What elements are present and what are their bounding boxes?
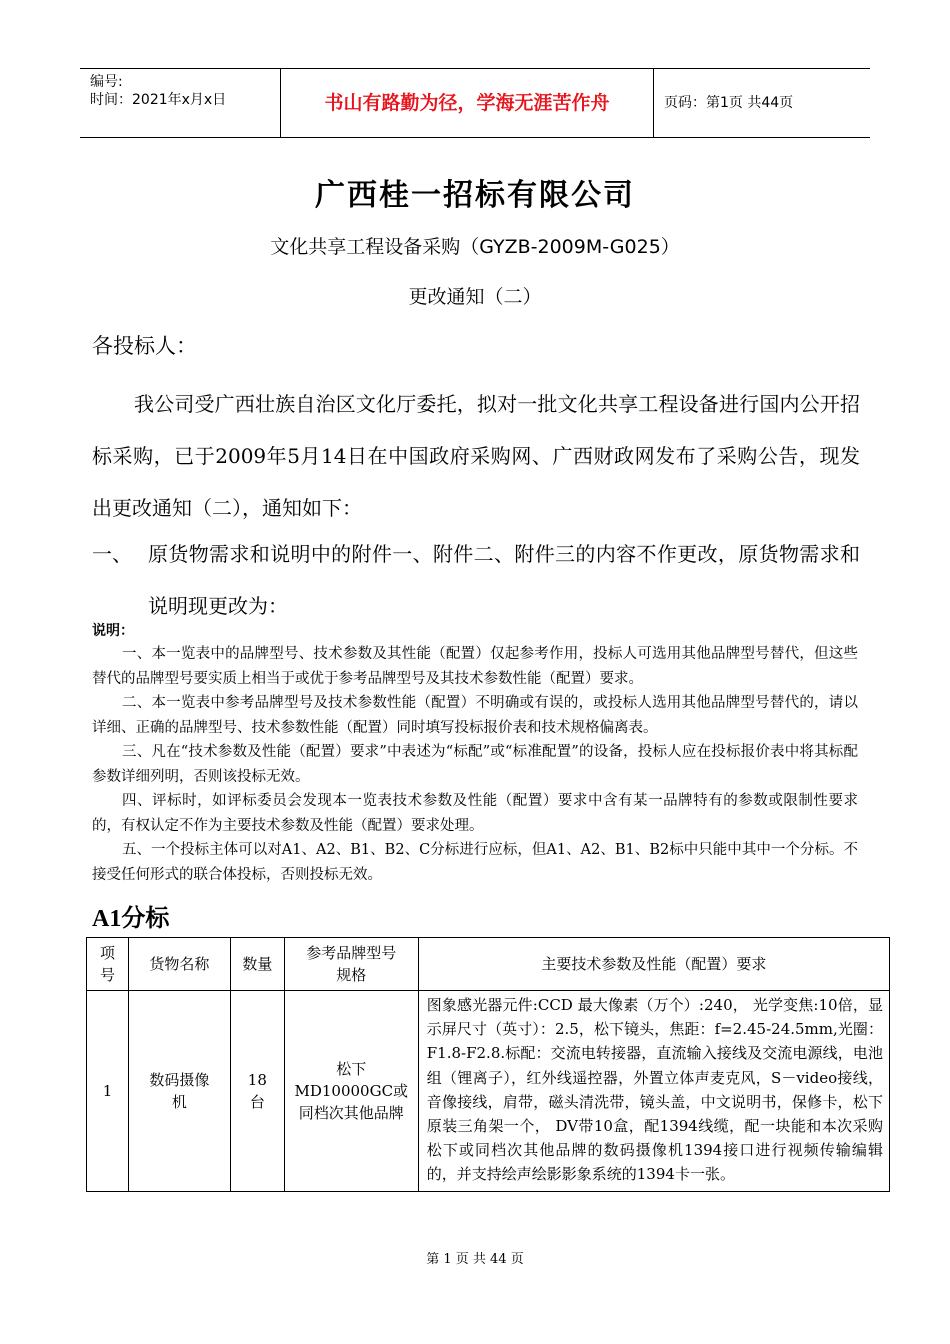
note-item: 三、凡在“技术参数及性能（配置）要求”中表述为“标配”或“标准配置”的设备，投标人应在投标报价表中将其标配参数详细列明，否则该投标无效。 [92,744,858,785]
spec-table [86,937,890,1192]
note-item: 五、一个投标主体可以对A1、A2、B1、B2、C分标进行应标，但A1、A2、B1、B2标中只能中其中一个分标。不接受任何形式的联合体投标，否则投标无效。 [92,842,858,883]
header-page-label: 页码：第1页 共44页 [664,95,794,111]
header-qty: 数量 [230,938,284,991]
greeting: 各投标人： [92,334,197,358]
page-footer: 第 1 页 共 44 页 [426,1252,524,1267]
intro-paragraph: 我公司受广西壮族自治区文化厅委托，拟对一批文化共享工程设备进行国内公开招标采购，已于2009年5月14日在中国政府采购网、广西财政网发布了采购公告，现发出更改通知（二），通知如下： [92,392,860,520]
cell-qty: 18台 [230,991,284,1192]
cell-spec: 图象感光器元件:CCD 最大像素（万个）:240， 光学变焦:10倍，显示屏尺寸（英寸）：2.5，松下镜头，焦距：f=2.45-24.5mm,光圈：F1.8-F2.8.标配：交流电转接器，直流输入接线及交流电源线，电池组（锂离子），红外线遥控器，外置立体声麦克风，S－video接线，音像接线，肩带，磁头清洗带，镜头盖，中文说明书，保修卡，松下原装三角架一个， DV带10盒，配1394线缆，配一块能和本次采购松下或同档次其他品牌的数码摄像机1394接口进行视频传输编辑的，并支持绘声绘影影象系统的1394卡一张。 [418,991,889,1192]
project-subtitle: 文化共享工程设备采购（GYZB-2009M-G025） [270,236,680,258]
change-item-1 [92,528,860,632]
note-item: 二、本一览表中参考品牌型号及技术参数性能（配置）不明确或有误的，或投标人选用其他品牌型号替代的，请以详细、正确的品牌型号、技术参数性能（配置）同时填写投标报价表和技术规格偏离表。 [92,695,858,736]
header-name: 货物名称 [128,938,230,991]
cell-name: 数码摄像机 [128,991,230,1192]
change-item-number: 一、 [92,542,132,566]
header-motto: 书山有路勤为径，学海无涯苦作舟 [280,69,654,137]
page-header [80,68,870,138]
notes-heading: 说明： [92,623,134,639]
company-title: 广西桂一招标有限公司 [315,178,635,213]
note-item: 一、本一览表中的品牌型号、技术参数及其性能（配置）仅起参考作用，投标人可选用其他品牌型号替代，但这些替代的品牌型号要实质上相当于或优于参考品牌型号及其技术参数性能（配置）要求。 [92,646,858,687]
notice-title: 更改通知（二） [408,286,542,308]
code-label: 编号: [90,74,123,90]
section-title: A1分标 [92,906,170,932]
header-brand: 参考品牌型号规格 [284,938,418,991]
notes-list [92,642,858,887]
cell-no: 1 [87,991,129,1192]
header-no: 项号 [87,938,129,991]
note-item: 四、评标时，如评标委员会发现本一览表技术参数及性能（配置）要求中含有某一品牌特有的参数或限制性要求的，有权认定不作为主要技术参数及性能（配置）要求处理。 [92,793,858,834]
date-label: 时间：2021年x月x日 [90,92,227,108]
header-meta [80,69,280,137]
table-row [87,991,890,1192]
change-item-text: 原货物需求和说明中的附件一、附件二、附件三的内容不作更改，原货物需求和说明现更改为： [148,542,860,618]
table-header-row [87,938,890,991]
header-spec: 主要技术参数及性能（配置）要求 [418,938,889,991]
cell-brand: 松下MD10000GC或同档次其他品牌 [284,991,418,1192]
